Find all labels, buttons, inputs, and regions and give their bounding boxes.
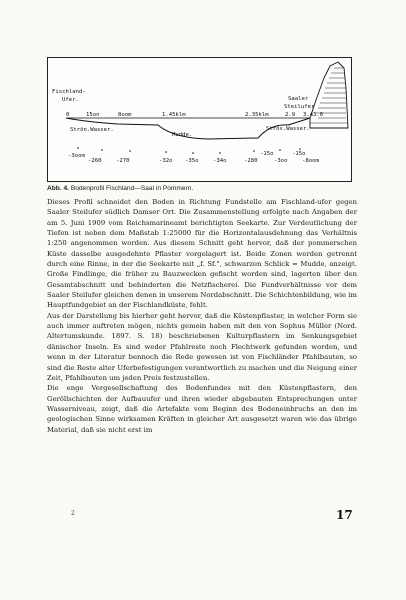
label-m320: -32o	[159, 158, 173, 164]
label-m340: -34o	[213, 158, 227, 164]
paragraph: Dieses Profil schneidet den Boden in Richtung Fundstelle am Fischland-ufer gegen Saaler Steilufer südlich Damser Ort. Die Zusammenstellung erfolgte nach Angaben der am 5. Juni 1909 vom Reichsmarineamt berichtigten Seekarte. Zur Verdeutlichung der Tiefen ist neben dem Maßstab 1:25000 für die Horizontalausdehnung das Verhältnis 1:250 angenommen worden. Aus diesem Schnitt geht hervor, daß der pommerschen Küste dasselbe ausgedehnte Pflaster vorgelagert ist. Beide Zonen werden getrennt durch eine Rinne, in der die Seekarte mit „f. Sf.", schwarzen Schlick = Mudde, anzeigt. Große Findlinge, die früher zu Bauzwecken gefischt worden sind, lagerten über den Gesamtabschnitt und behinderten die Netzfischerei. Die Fundverhältnisse vor dem Saaler Steilufer gleichen denen in unserem Nordabschnitt. Die Schichtenbildung, wie im Hauptfundgebiet an der Fischlandküste, fehlt.	[47, 198, 357, 310]
paragraph: Aus der Darstellung bis hierher geht hervor, daß die Küstenpflaster, in welcher Form sie auch immer auftreten mögen, nichts gemein haben mit den von Sophus Müller (Nord. Altertumskunde. 1897. S. 18) beschriebenen Kulturpflastern im Senkungsgebiet dänischer Inseln. Es sind weder Pfahlreste noch Flechtwerk gefunden worden, und wenn in der Literatur bennoch die Rede gewesen ist von Fischländer Pfahlbauten, so sind die Reste alter Uferbefestigungen verantwortlich zu machen und die Neigung einer Zeit, Pfahlbauten um jeden Preis festzustellen.	[47, 311, 357, 382]
label-left-shore-2: Ufer.	[62, 97, 79, 103]
label-m150: -15o	[260, 151, 274, 157]
footnote-mark: 2	[71, 510, 75, 517]
label-dist-235: 2.35klm	[245, 112, 269, 118]
label-sand-right: Ströx.Wasser.	[266, 126, 310, 132]
label-m300b: -3oo	[274, 158, 288, 164]
label-dist-800: 8oom	[118, 112, 132, 118]
label-right-shore: Saaler	[288, 96, 309, 102]
label-dist-34: 3.4	[303, 112, 314, 118]
figure-caption	[47, 185, 357, 193]
label-dist-150: 15on	[86, 112, 100, 118]
label-m800: -8oom	[302, 158, 319, 164]
label-left-shore: Fischland-	[52, 89, 86, 95]
label-m150b: -15o	[292, 151, 306, 157]
label-m350: -35o	[185, 158, 199, 164]
caption-prefix: Abb. 4.	[47, 185, 69, 192]
profile-diagram	[48, 58, 353, 183]
paragraph: Die enge Vergesellschaftung des Bodenfundes mit den Küstenpflastern, den Geröllschichten der Aufbauufer und ihren wieder abgebauten Entsprechungen unter Wasserniveau, zeigt, daß die Artefakte vom Beginn des Bodeneinbruchs an den im geologischen Sinne wirksamen Kräften in gleicher Art ausgesetzt waren wie das übrige Material, daß sie nicht erst im	[47, 384, 357, 434]
label-m280: -280	[244, 158, 258, 164]
label-dist-145: 1.45klm	[162, 112, 186, 118]
label-dist-29: 2.9	[285, 112, 296, 118]
label-dist-0: 0	[66, 112, 70, 118]
body-text	[47, 197, 357, 435]
label-dist-36: 3.6	[313, 112, 324, 118]
page-number: 17	[336, 508, 353, 522]
caption-text: Bodenprofil Fischland—Saal in Pommern.	[70, 185, 194, 192]
label-m270: -270	[116, 158, 130, 164]
label-right-shore-2: Steilufer	[284, 104, 315, 110]
seabed-profile-figure	[47, 57, 352, 182]
label-m300: -3oom	[68, 153, 85, 159]
label-sand-left: Strön.Wasser.	[70, 127, 114, 133]
label-m260: -260	[88, 158, 102, 164]
label-mud: Mudde.	[172, 132, 193, 138]
